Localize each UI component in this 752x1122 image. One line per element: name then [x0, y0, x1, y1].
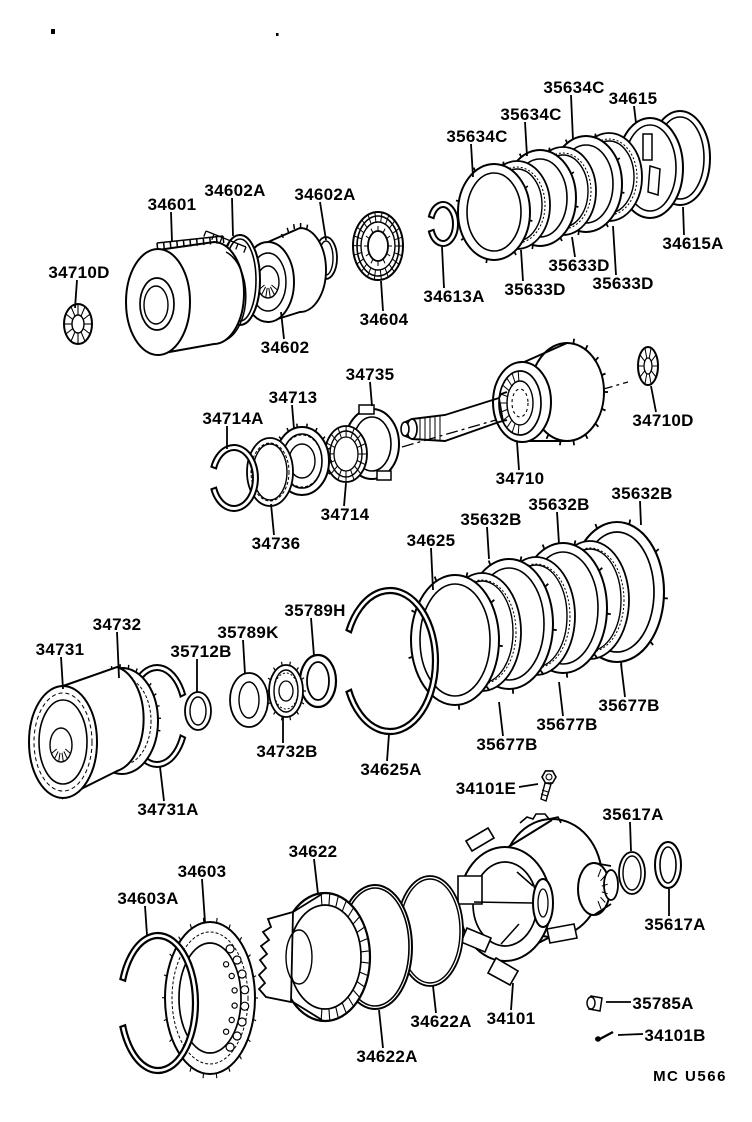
part-label-35633D: 35633D	[592, 274, 654, 293]
leader-line-35632B	[640, 501, 641, 525]
diagram-shape	[573, 339, 574, 344]
diagram-shape	[530, 220, 533, 221]
planetary-carrier-assembly	[120, 771, 681, 1078]
part-label-34710: 34710	[495, 469, 545, 488]
part-label-34615A: 34615A	[662, 234, 724, 253]
diagram-shape	[276, 33, 279, 36]
leader-line-34101B	[618, 1034, 643, 1035]
part-label-34601: 34601	[147, 195, 197, 214]
diagram-shape	[226, 1043, 234, 1051]
diagram-shape	[179, 937, 181, 941]
diagram-shape	[232, 1003, 237, 1008]
leader-line-34603	[202, 879, 205, 922]
diagram-shape	[216, 1073, 217, 1078]
leader-line-34736	[271, 504, 274, 535]
diagram-shape	[503, 162, 504, 166]
diagram-shape	[560, 238, 562, 241]
leader-line-35634C	[525, 122, 527, 156]
diagram-shape	[650, 642, 653, 646]
diagram-shape	[229, 925, 230, 930]
part-label-34710D: 34710D	[632, 411, 694, 430]
part-label-34732B: 34732B	[256, 742, 318, 761]
diagram-shape	[549, 148, 550, 152]
diagram-shape	[229, 973, 234, 978]
diagram-shape	[157, 706, 160, 707]
diagram-shape	[474, 168, 476, 171]
leader-line-34731A	[160, 767, 164, 801]
diagram-shape	[532, 245, 533, 249]
part-label-35677B: 35677B	[536, 715, 598, 734]
diagram-shape	[238, 970, 246, 978]
leader-line-35632B	[487, 527, 489, 559]
diagram-shape	[368, 231, 388, 261]
diagram-shape	[51, 29, 55, 34]
diagram-shape	[287, 228, 288, 233]
diagram-shape	[533, 879, 553, 927]
part-label-35789H: 35789H	[284, 601, 346, 620]
diagram-shape	[241, 1002, 249, 1010]
diagram-shape	[233, 956, 241, 964]
leader-line-34710	[517, 442, 519, 470]
diagram-shape	[542, 771, 556, 783]
diagram-shape	[486, 259, 487, 263]
diagram-shape	[232, 988, 237, 993]
leader-line-34710D	[651, 386, 656, 412]
diagram-shape	[307, 424, 308, 428]
diagram-shape	[458, 164, 530, 260]
leader-line-35633D	[613, 226, 616, 275]
diagram-shape	[233, 1032, 241, 1040]
diagram-shape	[493, 362, 551, 442]
part-label-34622A: 34622A	[410, 1012, 472, 1031]
diagram-shape	[586, 434, 588, 438]
diagram-shape	[518, 425, 519, 435]
part-label-34613A: 34613A	[423, 287, 485, 306]
diagram-shape	[316, 428, 318, 432]
leader-line-35677B	[621, 664, 625, 697]
diagram-shape	[290, 662, 291, 666]
diagram-shape	[297, 668, 299, 671]
part-label-35634C: 35634C	[446, 127, 508, 146]
diagram-shape	[128, 665, 129, 669]
diagram-shape	[224, 1029, 229, 1034]
part-label-34735: 34735	[345, 365, 395, 384]
diagram-shape	[229, 1017, 234, 1022]
diagram-shape	[239, 1056, 241, 1060]
leader-line-35634C	[571, 95, 573, 140]
part-label-34731A: 34731A	[137, 800, 199, 819]
part-label-34602: 34602	[260, 338, 310, 357]
diagram-shape	[489, 561, 491, 566]
diagram-shape	[223, 236, 224, 243]
part-label-34615: 34615	[608, 89, 658, 108]
diagram-shape	[274, 668, 276, 671]
diagram-shape	[643, 134, 652, 160]
leader-line-34735	[370, 382, 372, 406]
diagram-shape	[297, 711, 299, 714]
diagram-shape	[282, 662, 283, 666]
diagram-code: MC U566	[653, 1068, 727, 1085]
diagram-shape	[217, 918, 218, 923]
diagram-shape	[210, 237, 211, 244]
diagram-shape	[586, 345, 588, 349]
diagram-shape	[290, 716, 291, 720]
diagram-shape	[435, 577, 437, 582]
diagram-shape	[274, 711, 276, 714]
leader-line-35789H	[311, 618, 314, 656]
diagram-shape	[412, 420, 507, 441]
leader-line-34625A	[387, 734, 389, 761]
diagram-shape	[411, 575, 499, 705]
diagram-shape	[578, 231, 579, 235]
leader-line-34625	[431, 548, 433, 590]
diagram-shape	[595, 134, 596, 138]
diagram-shape	[401, 422, 409, 436]
part-label-34714A: 34714A	[202, 409, 264, 428]
diagram-shape	[520, 154, 522, 157]
part-label-34732: 34732	[92, 615, 142, 634]
diagram-shape	[514, 252, 516, 255]
part-label-34736: 34736	[251, 534, 301, 553]
part-label-34714: 34714	[320, 505, 370, 524]
diagram-shape	[297, 424, 298, 428]
part-label-35633D: 35633D	[548, 256, 610, 275]
diagram-shape	[429, 202, 458, 246]
leader-line-34622	[314, 859, 318, 894]
part-label-35632B: 35632B	[528, 495, 590, 514]
part-label-34625A: 34625A	[360, 760, 422, 779]
part-label-35634C: 35634C	[543, 78, 605, 97]
diagram-shape	[547, 434, 549, 438]
part-label-35632B: 35632B	[460, 510, 522, 529]
diagram-shape	[190, 240, 191, 247]
diagram-shape	[230, 673, 268, 727]
part-label-35677B: 35677B	[598, 696, 660, 715]
leader-line-34622A	[379, 1010, 383, 1048]
diagram-shape	[518, 371, 519, 381]
part-label-34710D: 34710D	[48, 263, 110, 282]
diagram-shape	[629, 520, 630, 525]
part-label-35785A: 35785A	[632, 994, 694, 1013]
diagram-shape	[622, 192, 625, 193]
diagram-shape	[606, 224, 608, 227]
diagram-shape	[197, 239, 198, 246]
part-label-34604: 34604	[359, 310, 409, 329]
leader-line-34101E	[519, 784, 538, 787]
diagram-shape	[595, 357, 598, 360]
diagram-shape	[170, 242, 171, 249]
part-label-35789K: 35789K	[217, 623, 279, 642]
diagram-shape	[216, 237, 217, 244]
diagram-shape	[474, 902, 533, 903]
part-label-34101: 34101	[486, 1009, 536, 1028]
diagram-shape	[183, 240, 184, 247]
diagram-shape	[229, 1067, 230, 1072]
leader-line-34601	[171, 212, 172, 242]
diagram-shape	[456, 200, 459, 201]
diagram-shape	[224, 962, 229, 967]
diagram-shape	[566, 140, 568, 143]
diagram-shape	[226, 945, 234, 953]
diagram-shape	[164, 242, 165, 249]
diagram-shape	[520, 556, 521, 561]
diagram-shape	[648, 166, 660, 195]
part-label-34101E: 34101E	[455, 779, 517, 798]
diagram-shape	[126, 249, 190, 355]
leader-line-35677B	[499, 702, 503, 736]
overdrive-shaft-assembly	[211, 339, 658, 511]
diagram-shape	[203, 238, 204, 245]
diagram-shape	[461, 238, 464, 240]
leader-line-34602A	[232, 198, 233, 236]
leader-line-35634C	[471, 144, 473, 177]
diagram-shape	[279, 437, 281, 440]
diagram-shape	[488, 958, 518, 985]
leader-line-34714	[344, 483, 346, 506]
leader-line-34603A	[145, 906, 147, 935]
diagram-shape	[323, 437, 325, 440]
diagram-shape	[259, 912, 293, 1002]
leader-line-34731	[61, 657, 63, 689]
leader-line-35633D	[521, 250, 523, 281]
second-brake-assembly	[29, 655, 336, 798]
part-label-34603: 34603	[177, 862, 227, 881]
diagram-shape	[238, 1018, 246, 1026]
diagram-shape	[576, 206, 579, 207]
part-label-34713: 34713	[268, 388, 318, 407]
diagram-shape	[220, 237, 222, 243]
part-label-34731: 34731	[35, 640, 85, 659]
leader-line-35633D	[572, 237, 575, 257]
part-label-35617A: 35617A	[602, 805, 664, 824]
leader-line-34615	[634, 106, 636, 123]
part-label-35632B: 35632B	[611, 484, 673, 503]
part-label-35677B: 35677B	[476, 735, 538, 754]
leader-line-34622A	[433, 986, 436, 1013]
diagram-shape	[240, 937, 242, 941]
diagram-shape	[409, 657, 413, 658]
leader-line-34713	[292, 405, 294, 429]
diagram-shape	[655, 842, 681, 888]
part-label-35633D: 35633D	[504, 280, 566, 299]
leader-line-34613A	[442, 247, 444, 288]
diagram-shape	[543, 545, 545, 550]
diagram-shape	[204, 231, 206, 237]
part-label-34101B: 34101B	[644, 1026, 706, 1045]
diagram-shape	[307, 225, 308, 230]
diagram-shape	[177, 241, 178, 248]
part-label-35617A: 35617A	[644, 915, 706, 934]
leader-line-34602A	[320, 202, 326, 240]
leader-line-34604	[381, 281, 383, 311]
diagram-shape	[241, 986, 249, 994]
misc-marks	[51, 29, 279, 36]
part-label-34622A: 34622A	[356, 1047, 418, 1066]
leader-line-34101	[511, 983, 513, 1010]
part-label-34603A: 34603A	[117, 889, 179, 908]
diagram-shape	[466, 572, 467, 577]
leader-line-35632B	[557, 512, 559, 544]
diagram-shape	[294, 224, 295, 229]
part-label-34602A: 34602A	[294, 185, 356, 204]
diagram-shape	[321, 1009, 322, 1020]
leader-line-35617A	[630, 822, 631, 851]
parts-artwork	[29, 29, 710, 1078]
diagram-shape	[595, 424, 598, 427]
diagram-shape	[458, 876, 482, 904]
leader-line-35677B	[559, 682, 563, 716]
part-label-34602A: 34602A	[204, 181, 266, 200]
diagram-shape	[466, 828, 494, 851]
diagram-shape	[587, 997, 595, 1009]
diagram-shape	[321, 894, 322, 905]
diagram-shape	[158, 730, 161, 731]
leader-line-34615A	[683, 207, 684, 235]
leader-line-35789K	[243, 640, 245, 674]
diagram-shape	[656, 549, 659, 552]
part-label-35634C: 35634C	[500, 105, 562, 124]
diagram-shape	[287, 428, 289, 432]
part-label-35712B: 35712B	[170, 642, 232, 661]
part-label-34625: 34625	[406, 531, 456, 550]
diagram-shape	[574, 540, 575, 545]
part-label-34622: 34622	[288, 842, 338, 861]
diagram-shape	[573, 440, 574, 445]
diagram-shape	[596, 1037, 601, 1041]
diagram-shape	[359, 405, 374, 414]
diagram-shape	[377, 471, 391, 480]
diagram-shape	[541, 783, 551, 801]
diagram-shape	[595, 524, 597, 529]
diagram-shape	[149, 683, 151, 686]
